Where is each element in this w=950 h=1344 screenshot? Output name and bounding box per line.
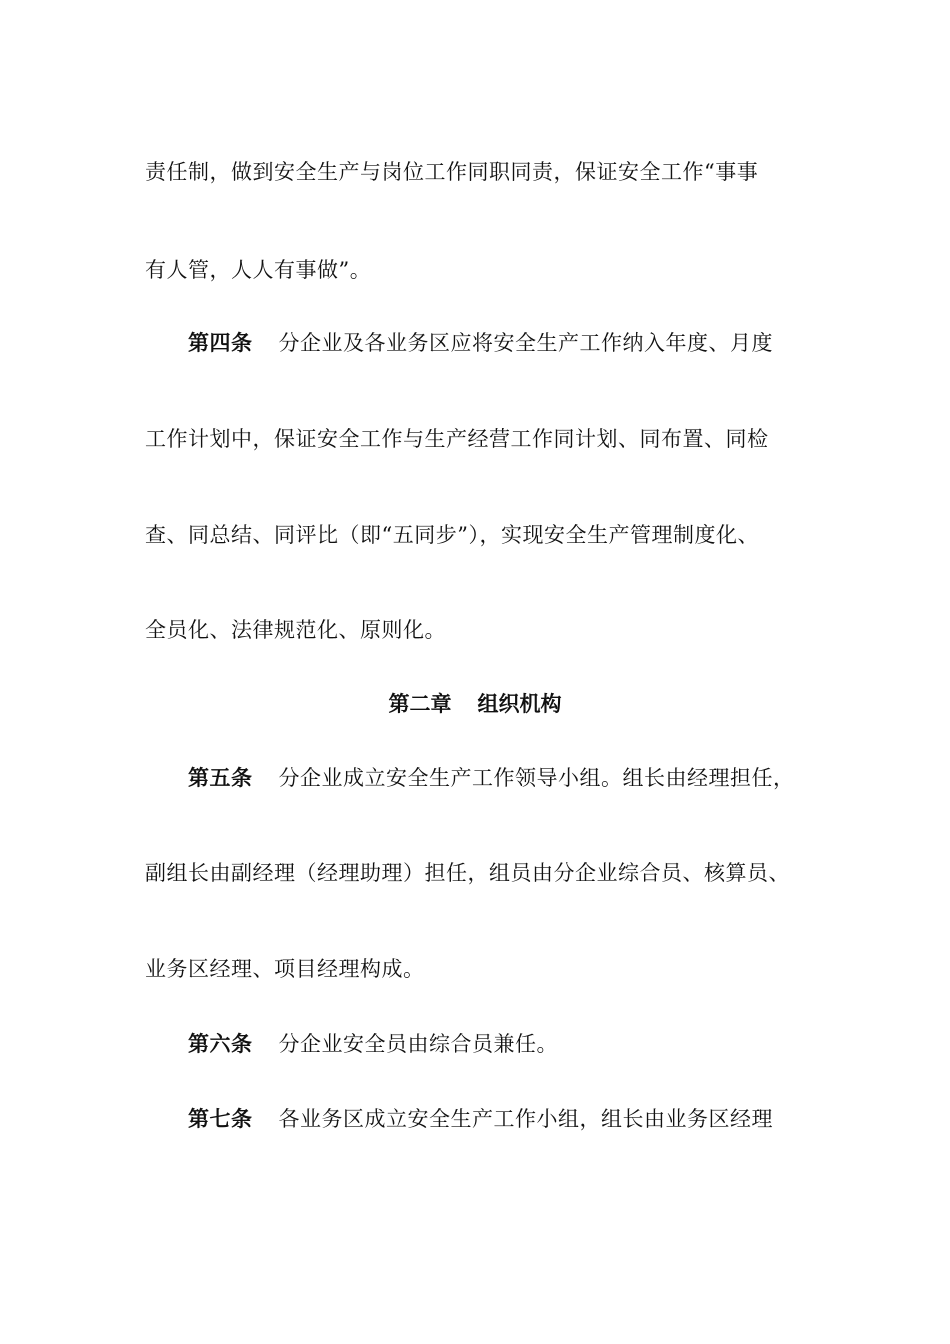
- article-4-text: 分企业及各业务区应将安全生产工作纳入年度、月度: [278, 331, 773, 355]
- article-4-line: 工作计划中，保证安全工作与生产经营工作同计划、同布置、同检: [145, 427, 769, 451]
- article-6-first-line: [188, 1030, 868, 1058]
- article-5-text: 分企业成立安全生产工作领导小组。组长由经理担任，: [278, 766, 795, 790]
- article-6-label: 第六条: [188, 1031, 253, 1056]
- paragraph-line: 责任制，做到安全生产与岗位工作同职同责，保证安全工作“事事: [145, 160, 759, 184]
- article-5-line: 业务区经理、项目经理构成。: [145, 957, 425, 981]
- paragraph-line: 有人管，人人有事做”。: [145, 258, 372, 282]
- chapter-number: 第二章: [388, 691, 452, 716]
- article-7-text: 各业务区成立安全生产工作小组，组长由业务区经理: [278, 1107, 773, 1131]
- article-4-line: 查、同总结、同评比（即“五同步”），实现安全生产管理制度化、: [145, 523, 759, 547]
- article-5-first-line: [188, 764, 868, 792]
- chapter-title: 组织机构: [477, 691, 562, 716]
- article-5-label: 第五条: [188, 765, 253, 790]
- article-5-line: 副组长由副经理（经理助理）担任，组员由分企业综合员、核算员、: [145, 861, 790, 885]
- article-4-first-line: [188, 329, 868, 357]
- article-6-text: 分企业安全员由综合员兼任。: [278, 1032, 558, 1056]
- article-4-label: 第四条: [188, 330, 253, 355]
- chapter-heading: [0, 690, 950, 718]
- article-7-first-line: [188, 1105, 868, 1133]
- article-4-line: 全员化、法律规范化、原则化。: [145, 618, 446, 642]
- article-7-label: 第七条: [188, 1106, 253, 1131]
